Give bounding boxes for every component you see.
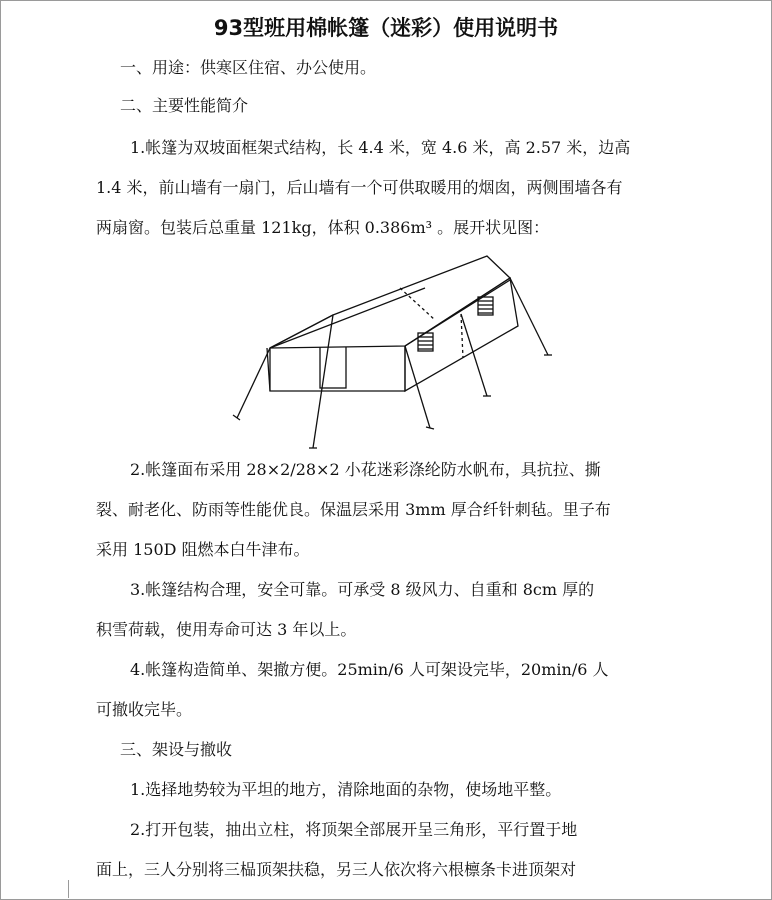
step2-line2: 面上，三人分别将三榀顶架扶稳，另三人依次将六根檩条卡进顶架对 [96,860,577,879]
section-performance-heading: 二、主要性能简介 [120,96,249,115]
section-setup-heading: 三、架设与撤收 [120,740,233,759]
item3-line1: 3.帐篷结构合理，安全可靠。可承受 8 级风力、自重和 8cm 厚的 [130,580,595,599]
item4-line1: 4.帐篷构造简单、架撤方便。25min/6 人可架设完毕，20min/6 人 [130,660,609,679]
item3-line2: 积雪荷载，使用寿命可达 3 年以上。 [96,620,357,639]
item1-line3: 两扇窗。包装后总重量 121kg，体积 0.386m³ 。展开状见图： [96,218,550,237]
tent-illustration [225,238,570,453]
section-usage: 一、用途：供寒区住宿、办公使用。 [120,58,377,77]
item1-line2: 1.4 米，前山墙有一扇门，后山墙有一个可供取暖用的烟囱，两侧围墙各有 [96,178,623,197]
item2-line2: 裂、耐老化、防雨等性能优良。保温层采用 3mm 厚合纤针刺毡。里子布 [96,500,611,519]
document-title: 93型班用棉帐篷（迷彩）使用说明书 [213,16,559,40]
item2-line1: 2.帐篷面布采用 28×2/28×2 小花迷彩涤纶防水帆布，具抗拉、撕 [130,460,601,479]
window-icon [478,297,493,315]
step1: 1.选择地势较为平坦的地方，清除地面的杂物，使场地平整。 [130,780,562,799]
step2-line1: 2.打开包装，抽出立柱，将顶架全部展开呈三角形，平行置于地 [130,820,578,839]
margin-marker [68,880,75,898]
item2-line3: 采用 150D 阻燃本白牛津布。 [96,540,310,559]
tent-diagram [225,238,570,453]
item1-line1: 1.帐篷为双坡面框架式结构，长 4.4 米，宽 4.6 米，高 2.57 米，边高 [130,138,631,157]
item4-line2: 可撤收完毕。 [96,700,193,719]
